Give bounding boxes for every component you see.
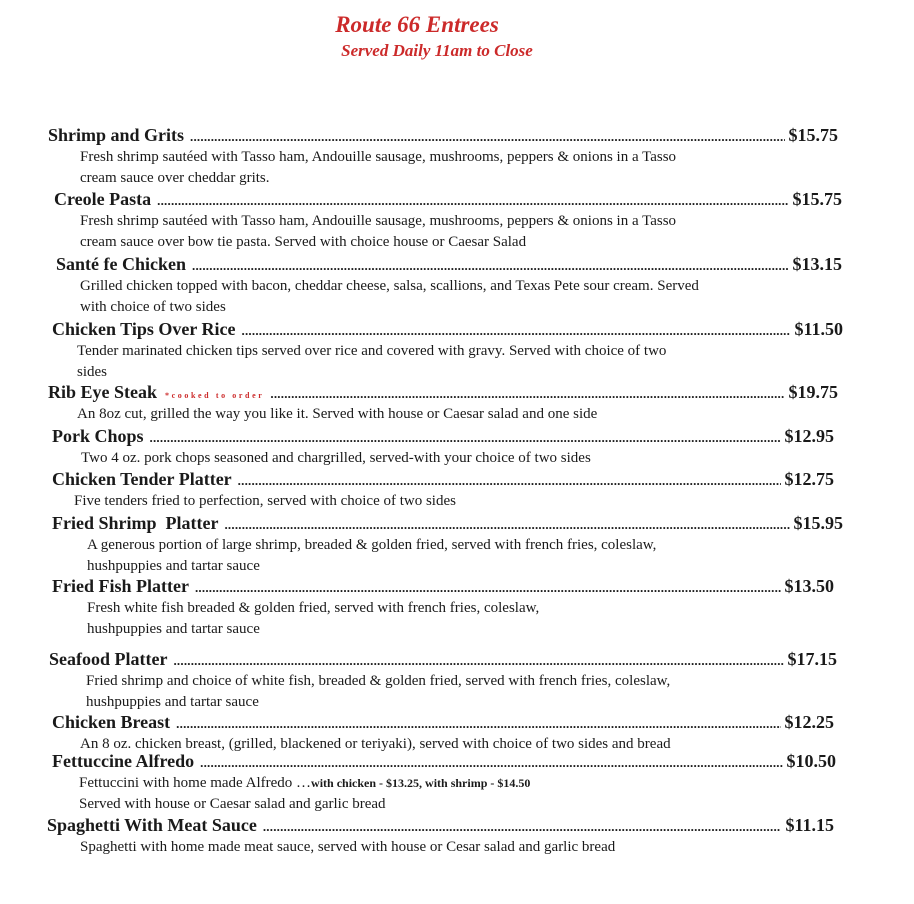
menu-item [49, 649, 837, 712]
item-name: Fettuccine Alfredo [52, 751, 195, 771]
item-price: $15.75 [792, 189, 842, 209]
item-description: An 8 oz. chicken breast, (grilled, blackened or teriyaki), served with choice of two sides and bread [80, 736, 671, 752]
item-price: $12.95 [784, 426, 834, 446]
item-description: Five tenders fried to perfection, served with choice of two sides [74, 493, 456, 509]
item-price: $15.75 [788, 125, 838, 145]
leader-dots [242, 319, 791, 340]
menu-title: Route 66 Entrees [335, 12, 499, 37]
item-description: sides [77, 363, 107, 380]
leader-dots [238, 469, 781, 490]
leader-dots [173, 649, 783, 670]
item-price: $12.75 [784, 469, 834, 489]
leader-dots [200, 751, 782, 772]
item-price: $15.95 [793, 513, 843, 533]
item-name: Seafood Platter [49, 649, 168, 669]
item-description: Grilled chicken topped with bacon, cheddar cheese, salsa, scallions, and Texas Pete sour cream. Served [80, 278, 699, 294]
menu-item [56, 254, 842, 317]
item-name: Rib Eye Steak [48, 382, 158, 402]
item-name: Fried Fish Platter [52, 576, 189, 596]
menu-subtitle: Served Daily 11am to Close [341, 41, 533, 60]
item-description: Spaghetti with home made meat sauce, served with house or Cesar salad and garlic bread [80, 839, 616, 855]
leader-dots [192, 254, 789, 275]
item-description: Fresh shrimp sautéed with Tasso ham, Andouille sausage, mushrooms, peppers & onions in a Tasso [80, 213, 677, 229]
item-name: Chicken Breast [52, 712, 171, 732]
item-description: Served with house or Caesar salad and garlic bread [79, 795, 386, 812]
cooked-to-order-note: *cooked to order [165, 391, 265, 400]
item-price: $13.50 [784, 576, 834, 596]
item-description: cream sauce over bow tie pasta. Served with choice house or Caesar Salad [80, 233, 527, 250]
leader-dots [263, 815, 782, 836]
item-price: $10.50 [786, 751, 836, 771]
item-name: Creole Pasta [54, 189, 152, 209]
item-name: Santé fe Chicken [56, 254, 186, 274]
menu-item [52, 513, 843, 576]
item-price: $12.25 [784, 712, 834, 732]
item-name: Spaghetti With Meat Sauce [47, 815, 257, 835]
menu-item [47, 815, 834, 858]
item-description: Two 4 oz. pork chops seasoned and chargrilled, served-with your choice of two sides [81, 450, 591, 466]
item-description: hushpuppies and tartar sauce [87, 557, 260, 574]
leader-dots [224, 513, 789, 534]
menu-item [52, 319, 843, 382]
item-description: with choice of two sides [80, 298, 226, 315]
leader-dots [270, 382, 784, 403]
menu-item [52, 751, 836, 814]
leader-dots [157, 189, 788, 210]
item-description: A generous portion of large shrimp, breaded & golden fried, served with french fries, coleslaw, [87, 537, 657, 553]
menu-item [52, 426, 834, 469]
item-description: Fettuccini with home made Alfredo … [79, 775, 312, 791]
leader-dots [176, 712, 780, 733]
item-name: Pork Chops [52, 426, 144, 446]
item-description: Tender marinated chicken tips served over rice and covered with gravy. Served with choice of two [77, 343, 667, 359]
item-description: hushpuppies and tartar sauce [86, 693, 259, 710]
leader-dots [195, 576, 781, 597]
item-description: An 8oz cut, grilled the way you like it. Served with house or Caesar salad and one side [77, 406, 598, 422]
item-name: Fried Shrimp Platter [52, 513, 219, 533]
item-price: $17.15 [787, 649, 837, 669]
item-price: $11.50 [794, 319, 843, 339]
item-description: Fried shrimp and choice of white fish, breaded & golden fried, served with french fries, coleslaw, [86, 673, 671, 689]
item-description: cream sauce over cheddar grits. [80, 169, 270, 186]
item-name: Chicken Tender Platter [52, 469, 232, 489]
item-name: Chicken Tips Over Rice [52, 319, 236, 339]
menu-item [54, 189, 842, 252]
leader-dots [150, 426, 781, 447]
item-price: $11.15 [785, 815, 834, 835]
item-description: Fresh white fish breaded & golden fried, served with french fries, coleslaw, [87, 600, 540, 616]
menu-item [48, 382, 838, 425]
menu-item [52, 712, 834, 755]
menu-item [52, 469, 834, 512]
menu-item [48, 125, 838, 188]
item-description: Fresh shrimp sautéed with Tasso ham, Andouille sausage, mushrooms, peppers & onions in a Tasso [80, 149, 677, 165]
item-name: Shrimp and Grits [48, 125, 185, 145]
item-price: $19.75 [788, 382, 838, 402]
leader-dots [190, 125, 784, 146]
menu-item [52, 576, 834, 639]
add-protein-prices: with chicken - $13.25, with shrimp - $14.50 [311, 776, 531, 790]
item-price: $13.15 [792, 254, 842, 274]
item-description: hushpuppies and tartar sauce [87, 620, 260, 637]
